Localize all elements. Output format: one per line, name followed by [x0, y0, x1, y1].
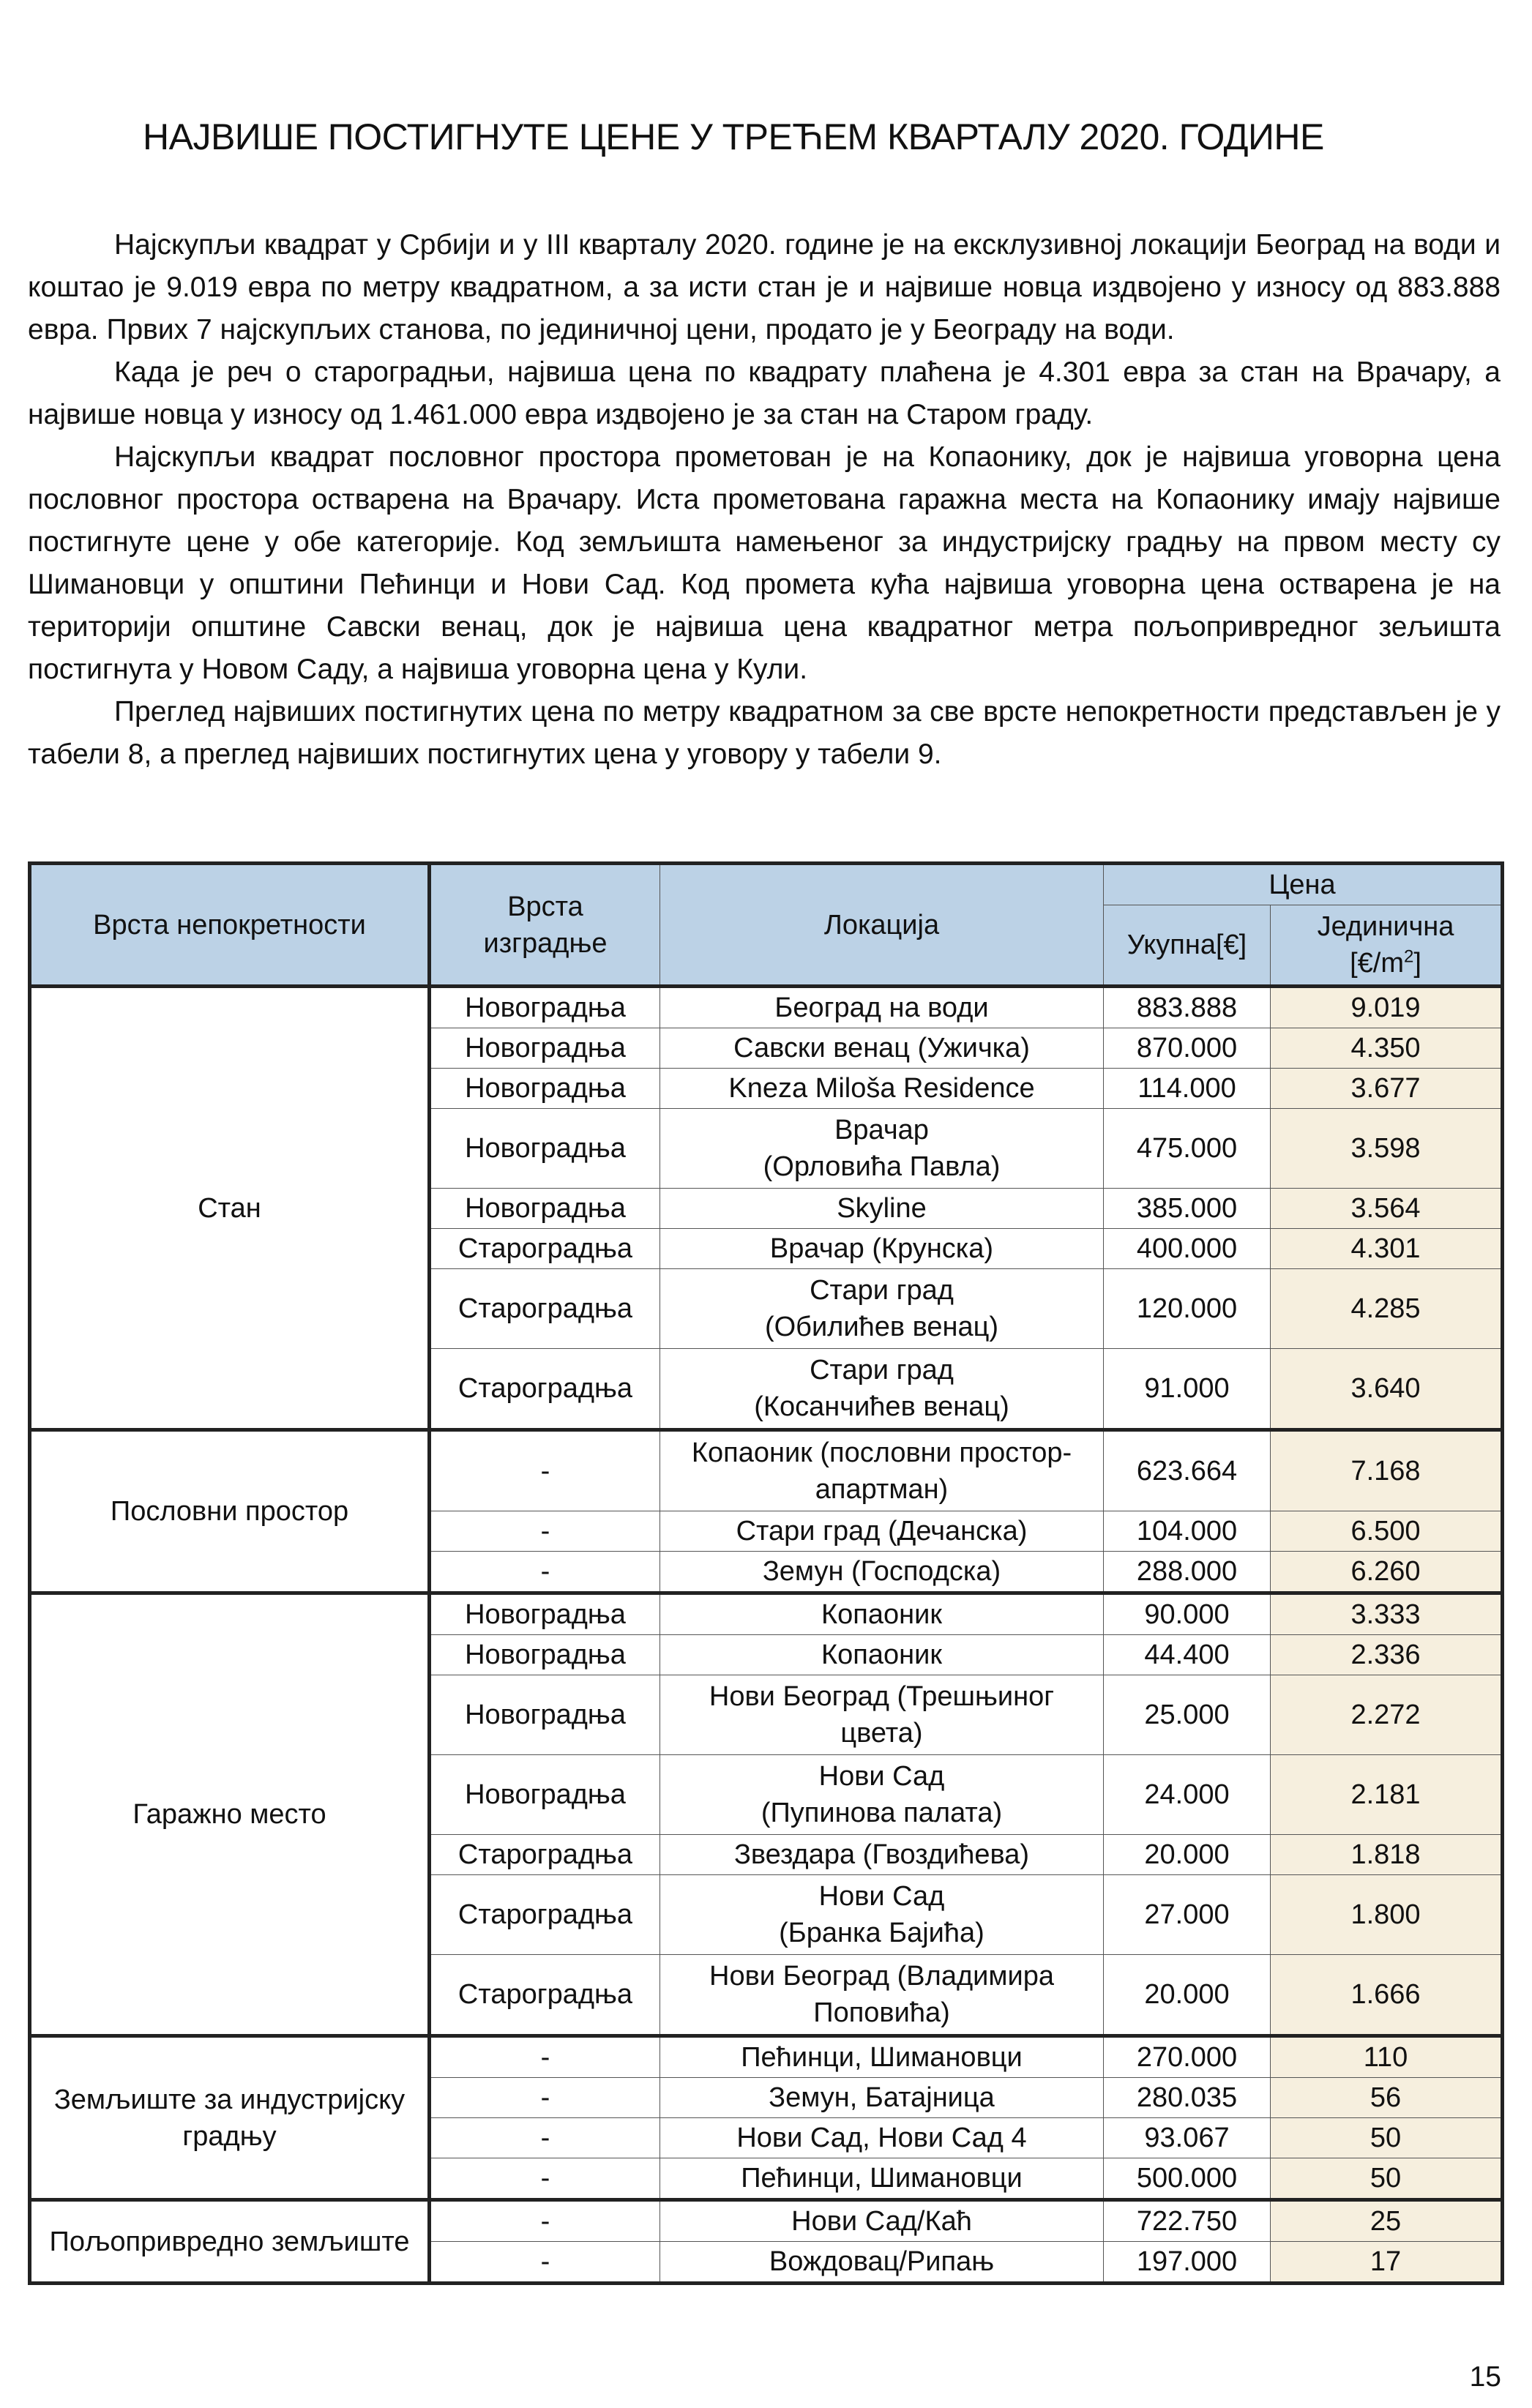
construction-cell: - — [430, 2036, 660, 2078]
construction-cell: Новоградња — [430, 1109, 660, 1189]
paragraph: Када је реч о староградњи, највиша цена по квадрату плаћена је 4.301 евра за стан на Врачару, а највише новца у износу од 1.461.000 евра издвојено је за стан на Старом граду. — [28, 356, 1501, 430]
unit-price-cell: 4.301 — [1271, 1229, 1503, 1269]
location-line: Стари град (Дечанска) — [736, 1516, 1028, 1547]
unit-price-cell: 1.666 — [1271, 1955, 1503, 2036]
construction-cell: - — [430, 2078, 660, 2118]
location-cell — [660, 987, 1104, 1028]
total-price-cell: 24.000 — [1104, 1755, 1271, 1835]
total-price-cell: 870.000 — [1104, 1028, 1271, 1069]
total-price-cell: 722.750 — [1104, 2200, 1271, 2242]
table-row — [30, 1593, 1503, 1635]
construction-cell: - — [430, 1511, 660, 1552]
location-line: (Орловића Павла) — [763, 1151, 1001, 1182]
header-price: Цена — [1104, 864, 1503, 905]
location-line: Kneza Miloša Residence — [728, 1073, 1035, 1104]
location-cell — [660, 1269, 1104, 1349]
table-group — [30, 987, 1503, 1430]
location-line: Стари град — [810, 1355, 954, 1386]
location-line: цвета) — [840, 1718, 923, 1749]
header-unit-line2-post: ] — [1413, 948, 1421, 979]
location-line: Вождовац/Рипањ — [769, 2246, 995, 2277]
location-cell — [660, 1430, 1104, 1511]
location-cell — [660, 1593, 1104, 1635]
unit-price-cell: 3.640 — [1271, 1349, 1503, 1430]
unit-price-cell: 3.677 — [1271, 1069, 1503, 1109]
construction-cell: Новоградња — [430, 1028, 660, 1069]
total-price-cell: 270.000 — [1104, 2036, 1271, 2078]
header-total-price: Укупна[€] — [1104, 905, 1271, 987]
total-price-cell: 500.000 — [1104, 2158, 1271, 2200]
location-cell — [660, 2036, 1104, 2078]
location-line: Звездара (Гвоздићева) — [733, 1839, 1030, 1870]
unit-price-cell: 50 — [1271, 2118, 1503, 2158]
table-group — [30, 2200, 1503, 2284]
table-group — [30, 2036, 1503, 2200]
location-line: Skyline — [837, 1193, 927, 1224]
header-unit-sup: 2 — [1403, 946, 1414, 967]
location-line: Врачар (Крунска) — [769, 1233, 994, 1264]
location-cell — [660, 1552, 1104, 1593]
unit-price-cell: 25 — [1271, 2200, 1503, 2242]
location-line: (Бранка Бајића) — [779, 1918, 984, 1948]
total-price-cell: 93.067 — [1104, 2118, 1271, 2158]
unit-price-cell: 3.333 — [1271, 1593, 1503, 1635]
unit-price-cell: 6.500 — [1271, 1511, 1503, 1552]
location-line: Врачар — [834, 1115, 929, 1145]
total-price-cell: 197.000 — [1104, 2242, 1271, 2284]
location-cell — [660, 1635, 1104, 1675]
location-cell — [660, 2078, 1104, 2118]
unit-price-cell: 6.260 — [1271, 1552, 1503, 1593]
table-header — [30, 864, 1503, 987]
construction-cell: Староградња — [430, 1955, 660, 2036]
total-price-cell: 25.000 — [1104, 1675, 1271, 1755]
location-line: апартман) — [815, 1474, 949, 1505]
location-cell — [660, 2242, 1104, 2284]
total-price-cell: 385.000 — [1104, 1189, 1271, 1229]
location-line: Нови Београд (Трешњиног — [709, 1681, 1055, 1712]
table-row — [30, 2036, 1503, 2078]
header-construction-type — [430, 864, 660, 987]
total-price-cell: 104.000 — [1104, 1511, 1271, 1552]
table-group — [30, 1593, 1503, 2036]
location-line: Копаоник (пословни простор- — [691, 1437, 1072, 1468]
location-line: Нови Сад — [818, 1761, 945, 1792]
unit-price-cell: 4.285 — [1271, 1269, 1503, 1349]
unit-price-cell: 3.564 — [1271, 1189, 1503, 1229]
total-price-cell: 883.888 — [1104, 987, 1271, 1028]
construction-cell: Староградња — [430, 1269, 660, 1349]
total-price-cell: 44.400 — [1104, 1635, 1271, 1675]
location-cell — [660, 1755, 1104, 1835]
header-construction-line1: Врста — [507, 891, 583, 922]
total-price-cell: 20.000 — [1104, 1955, 1271, 2036]
header-unit-line2-pre: [€/m — [1350, 948, 1404, 979]
total-price-cell: 114.000 — [1104, 1069, 1271, 1109]
construction-cell: - — [430, 2200, 660, 2242]
location-cell — [660, 1675, 1104, 1755]
location-line: Земун (Господска) — [762, 1556, 1001, 1587]
location-line: Копаоник — [821, 1639, 942, 1670]
construction-cell: Новоградња — [430, 1635, 660, 1675]
total-price-cell: 120.000 — [1104, 1269, 1271, 1349]
unit-price-cell: 1.800 — [1271, 1875, 1503, 1955]
category-cell: Стан — [30, 987, 430, 1430]
location-cell — [660, 1875, 1104, 1955]
location-cell — [660, 1069, 1104, 1109]
construction-cell: Староградња — [430, 1229, 660, 1269]
location-line: Копаоник — [821, 1599, 942, 1630]
construction-cell: - — [430, 2242, 660, 2284]
table-row — [30, 2200, 1503, 2242]
unit-price-cell: 2.272 — [1271, 1675, 1503, 1755]
header-construction-line2: изградње — [483, 927, 608, 959]
category-cell: Гаражно место — [30, 1593, 430, 2036]
category-cell: Пословни простор — [30, 1430, 430, 1593]
location-line: Пећинци, Шимановци — [741, 2163, 1023, 2194]
total-price-cell: 623.664 — [1104, 1430, 1271, 1511]
price-table — [28, 861, 1504, 2285]
location-line: Стари град — [810, 1275, 954, 1306]
location-line: (Косанчићев венац) — [754, 1391, 1009, 1422]
page-number: 15 — [1469, 2361, 1501, 2393]
location-line: Нови Сад, Нови Сад 4 — [736, 2123, 1027, 2153]
construction-cell: Новоградња — [430, 1593, 660, 1635]
unit-price-cell: 4.350 — [1271, 1028, 1503, 1069]
table-row — [30, 987, 1503, 1028]
location-cell — [660, 2200, 1104, 2242]
body-text — [28, 224, 1501, 776]
header-property-type: Врста непокретности — [30, 864, 430, 987]
construction-cell: Староградња — [430, 1835, 660, 1875]
table-row — [30, 1430, 1503, 1511]
total-price-cell: 27.000 — [1104, 1875, 1271, 1955]
location-cell — [660, 2118, 1104, 2158]
page-title: НАЈВИШЕ ПОСТИГНУТЕ ЦЕНЕ У ТРЕЋЕМ КВАРТАЛУ 2020. ГОДИНЕ — [143, 116, 1324, 157]
location-cell — [660, 1229, 1104, 1269]
header-unit-line1: Јединична — [1317, 911, 1454, 942]
location-line: Нови Сад/Каћ — [791, 2206, 972, 2237]
unit-price-cell: 2.336 — [1271, 1635, 1503, 1675]
construction-cell: Новоградња — [430, 987, 660, 1028]
location-line: (Пупинова палата) — [761, 1798, 1003, 1828]
location-cell — [660, 1511, 1104, 1552]
location-line: (Обилићев венац) — [764, 1312, 999, 1342]
location-line: Поповића) — [813, 1997, 950, 2028]
location-line: Нови Београд (Владимира — [709, 1961, 1054, 1992]
paragraph: Преглед највиших постигнутих цена по метру квадратном за све врсте непокретности представљен је у табели 8, а преглед највиших постигнутих цена у уговору у табели 9. — [28, 696, 1501, 770]
construction-cell: Новоградња — [430, 1675, 660, 1755]
unit-price-cell: 7.168 — [1271, 1430, 1503, 1511]
total-price-cell: 90.000 — [1104, 1593, 1271, 1635]
category-cell: Земљиште за индустријску градњу — [30, 2036, 430, 2200]
location-line: Нови Сад — [818, 1881, 945, 1912]
location-cell — [660, 1955, 1104, 2036]
total-price-cell: 475.000 — [1104, 1109, 1271, 1189]
category-cell: Пољопривредно земљиште — [30, 2200, 430, 2284]
header-location: Локација — [660, 864, 1104, 987]
table-group — [30, 1430, 1503, 1593]
unit-price-cell: 2.181 — [1271, 1755, 1503, 1835]
location-cell — [660, 1109, 1104, 1189]
total-price-cell: 20.000 — [1104, 1835, 1271, 1875]
construction-cell: Новоградња — [430, 1069, 660, 1109]
construction-cell: - — [430, 1430, 660, 1511]
location-line: Београд на води — [774, 992, 989, 1023]
unit-price-cell: 110 — [1271, 2036, 1503, 2078]
construction-cell: - — [430, 2158, 660, 2200]
location-line: Пећинци, Шимановци — [741, 2042, 1023, 2073]
unit-price-cell: 56 — [1271, 2078, 1503, 2118]
construction-cell: Староградња — [430, 1349, 660, 1430]
location-cell — [660, 2158, 1104, 2200]
location-cell — [660, 1028, 1104, 1069]
construction-cell: Новоградња — [430, 1755, 660, 1835]
location-cell — [660, 1189, 1104, 1229]
construction-cell: Староградња — [430, 1875, 660, 1955]
total-price-cell: 400.000 — [1104, 1229, 1271, 1269]
construction-cell: Новоградња — [430, 1189, 660, 1229]
unit-price-cell: 3.598 — [1271, 1109, 1503, 1189]
location-line: Земун, Батајница — [769, 2082, 995, 2113]
construction-cell: - — [430, 1552, 660, 1593]
unit-price-cell: 1.818 — [1271, 1835, 1503, 1875]
total-price-cell: 288.000 — [1104, 1552, 1271, 1593]
location-line: Савски венац (Ужичка) — [733, 1033, 1030, 1063]
paragraph: Најскупљи квадрат у Србији и у III кварталу 2020. године је на ексклузивној локацији Београд на води и коштао је 9.019 евра по метру квадратном, а за исти стан је и највише новца издвојено у износу од 883.888 евра. Првих 7 најскупљих станова, по јединичној цени, продато је у Београду на води. — [28, 229, 1501, 345]
location-cell — [660, 1349, 1104, 1430]
unit-price-cell: 50 — [1271, 2158, 1503, 2200]
location-cell — [660, 1835, 1104, 1875]
paragraph: Најскупљи квадрат пословног простора прометован је на Копаонику, док је највиша уговорна цена пословног простора остварена на Врачару. Иста прометована гаражна места на Копаонику имају највише постигнуте цене у обе категорије. Код земљишта намењеног за индустријску градњу на првом месту су Шимановци у општини Пећинци и Нови Сад. Код промета кућа највиша уговорна цена остварена је на територији општине Савски венац, док је највиша цена квадратног метра пољопривредног зељишта постигнута у Новом Саду, а највиша уговорна цена у Кули. — [28, 441, 1501, 685]
total-price-cell: 280.035 — [1104, 2078, 1271, 2118]
unit-price-cell: 17 — [1271, 2242, 1503, 2284]
construction-cell: - — [430, 2118, 660, 2158]
header-unit-price — [1271, 905, 1503, 987]
total-price-cell: 91.000 — [1104, 1349, 1271, 1430]
unit-price-cell: 9.019 — [1271, 987, 1503, 1028]
